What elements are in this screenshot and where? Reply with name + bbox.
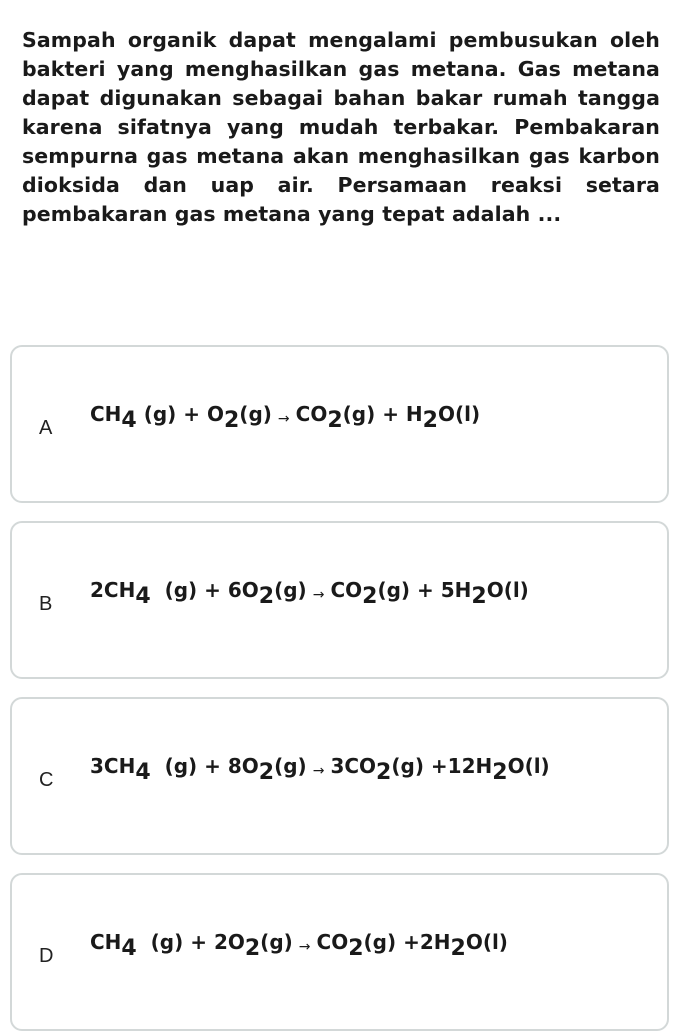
eq-part: (g) + H	[342, 402, 423, 426]
eq-part: (g)	[274, 754, 307, 778]
eq-subscript: 2	[327, 408, 343, 433]
eq-part: (g) + 8O	[150, 754, 259, 778]
option-letter: D	[39, 945, 54, 967]
eq-part: 3CH	[90, 754, 136, 778]
equation	[90, 578, 529, 609]
eq-subscript: 2	[450, 936, 466, 961]
eq-part: (g) + 5H	[377, 578, 472, 602]
option-letter: C	[39, 769, 54, 791]
option-b[interactable]	[10, 521, 669, 679]
eq-subscript: 2	[348, 936, 364, 961]
eq-part: CO	[316, 930, 349, 954]
eq-part: CH	[90, 930, 122, 954]
eq-subscript: 4	[121, 408, 137, 433]
option-letter: A	[39, 417, 53, 439]
question-text: Sampah organik dapat mengalami pembusukan oleh bakteri yang menghasilkan gas metana. Gas metana dapat digunakan sebagai bahan bakar rumah tangga karena sifatnya yang mudah terbakar. Pembakaran sempurna gas metana akan menghasilkan gas karbon dioksida dan uap air. Persamaan reaksi setara pembakaran gas metana yang tepat adalah ...	[22, 28, 660, 226]
eq-part: CO	[330, 578, 363, 602]
equation	[90, 754, 550, 785]
option-a[interactable]	[10, 345, 669, 503]
eq-subscript: 2	[471, 584, 487, 609]
eq-part: O(l)	[437, 402, 481, 426]
eq-part: CH	[90, 402, 122, 426]
eq-subscript: 2	[244, 936, 261, 961]
arrow-icon: →	[298, 939, 311, 955]
eq-part: (g) +2H	[363, 930, 451, 954]
eq-part: CO	[295, 402, 328, 426]
arrow-icon: →	[312, 763, 325, 779]
eq-subscript: 2	[258, 760, 275, 785]
eq-subscript: 2	[422, 408, 438, 433]
eq-subscript: 2	[258, 584, 275, 609]
eq-part: (g) + 2O	[136, 930, 245, 954]
eq-subscript: 2	[492, 760, 508, 785]
option-letter: B	[39, 593, 53, 615]
eq-part: 3CO	[330, 754, 377, 778]
eq-part: (g) +12H	[391, 754, 493, 778]
eq-part: O(l)	[465, 930, 508, 954]
eq-subscript: 2	[362, 584, 378, 609]
eq-subscript: 2	[376, 760, 392, 785]
eq-part: 2CH	[90, 578, 136, 602]
eq-part: (g) + O	[136, 402, 224, 426]
equation	[90, 402, 481, 433]
eq-subscript: 4	[135, 584, 151, 609]
eq-part: (g) + 6O	[150, 578, 259, 602]
eq-part: (g)	[274, 578, 307, 602]
arrow-icon: →	[277, 411, 290, 427]
option-c[interactable]	[10, 697, 669, 855]
eq-part: (g)	[260, 930, 293, 954]
equation	[90, 930, 508, 961]
option-d[interactable]	[10, 873, 669, 1031]
arrow-icon: →	[312, 587, 325, 603]
eq-subscript: 4	[121, 936, 137, 961]
eq-subscript: 4	[135, 760, 151, 785]
eq-part: O(l)	[507, 754, 550, 778]
eq-part: (g)	[239, 402, 272, 426]
eq-subscript: 2	[223, 408, 240, 433]
eq-part: O(l)	[486, 578, 529, 602]
